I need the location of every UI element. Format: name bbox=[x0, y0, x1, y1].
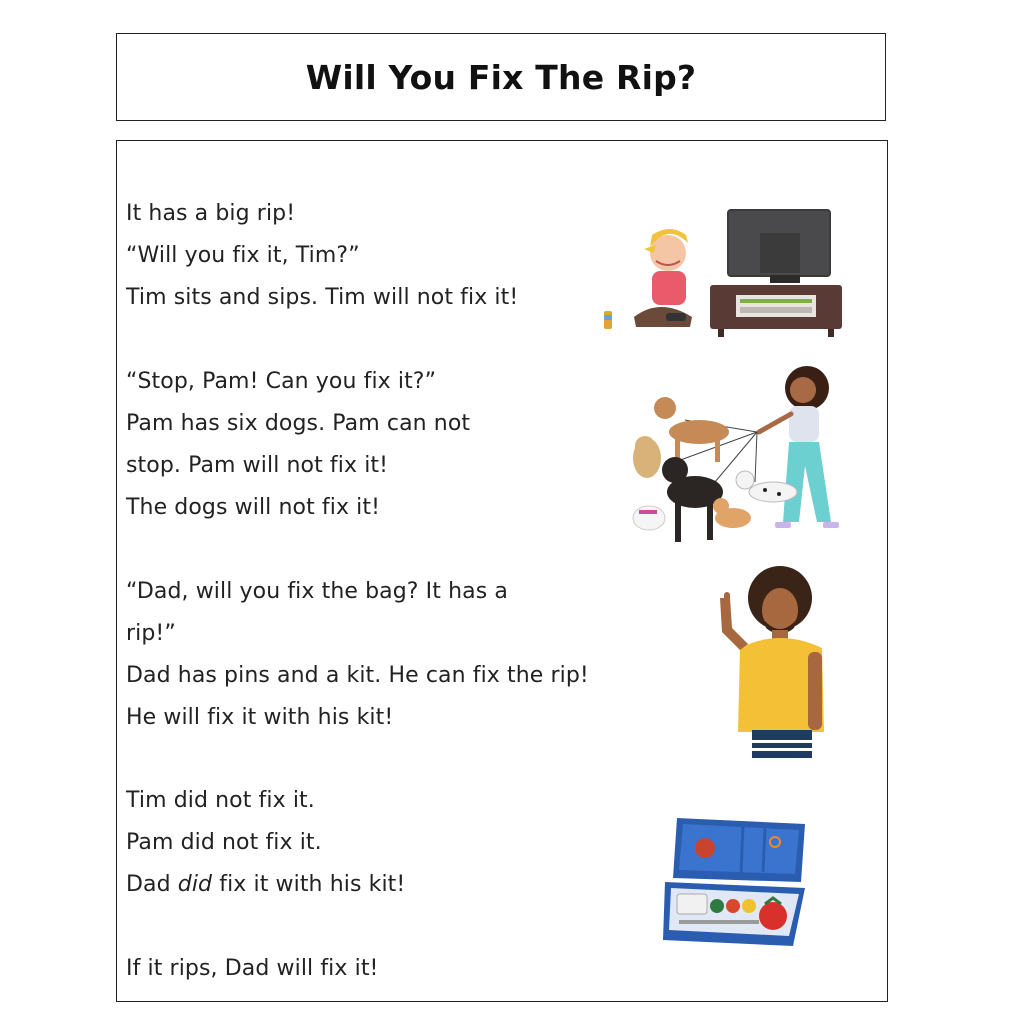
story-line: Pam did not fix it. bbox=[126, 830, 322, 855]
story-line: “Will you fix it, Tim?” bbox=[126, 243, 360, 268]
story-line: It has a big rip! bbox=[126, 201, 296, 226]
boy-playing-video-game-illustration bbox=[600, 205, 850, 340]
story-line-emphasis: Dad did fix it with his kit! bbox=[126, 872, 406, 897]
story-line: “Dad, will you fix the bag? It has a bbox=[126, 579, 508, 604]
emphasized-word: did bbox=[177, 872, 213, 897]
page-title: Will You Fix The Rip? bbox=[305, 57, 697, 97]
story-line: If it rips, Dad will fix it! bbox=[126, 956, 379, 981]
story-line: rip!” bbox=[126, 621, 176, 646]
story-line: stop. Pam will not fix it! bbox=[126, 453, 389, 478]
story-line: Dad has pins and a kit. He can fix the rip! bbox=[126, 663, 589, 688]
title-box bbox=[116, 33, 886, 121]
story-line: Pam has six dogs. Pam can not bbox=[126, 411, 471, 436]
sewing-kit-illustration bbox=[655, 812, 815, 952]
story-line: “Stop, Pam! Can you fix it?” bbox=[126, 369, 437, 394]
story-line: The dogs will not fix it! bbox=[126, 495, 381, 520]
dad-pointing-up-illustration bbox=[700, 562, 830, 762]
story-line: He will fix it with his kit! bbox=[126, 705, 394, 730]
story-line: Tim sits and sips. Tim will not fix it! bbox=[126, 285, 519, 310]
story-line: Tim did not fix it. bbox=[126, 788, 315, 813]
woman-walking-dogs-illustration bbox=[625, 362, 850, 547]
